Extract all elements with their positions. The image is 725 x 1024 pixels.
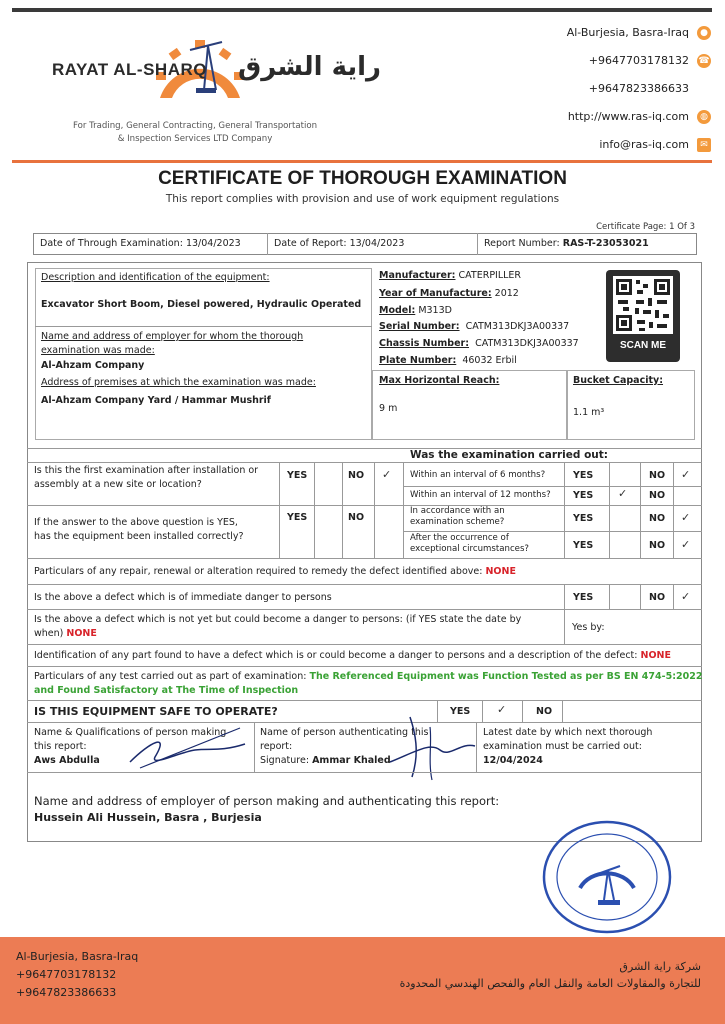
certificate-page: Certificate Page: 1 Of 3 (596, 222, 695, 232)
email-text[interactable]: info@ras-iq.com (599, 138, 689, 151)
company-tagline (30, 120, 360, 146)
yes-by-label: Yes by: (572, 622, 605, 633)
future-danger-label: Is the above a defect which is not yet but could become a danger to persons: (if YES state the date by (34, 614, 522, 625)
employer-label-1: Name and address of employer for whom the thorough (41, 331, 304, 342)
future-danger-question (34, 613, 521, 641)
test-label: Particulars of any test carried out as part of examination: (34, 671, 307, 682)
installed-no[interactable]: NO (348, 512, 365, 523)
contact-phone-2 (589, 82, 689, 95)
globe-icon: ◍ (697, 110, 711, 124)
envelope-icon: ✉ (697, 138, 711, 152)
tagline-line-2: & Inspection Services LTD Company (117, 134, 273, 144)
auth-label-2: report: (260, 741, 293, 752)
interval-12-no[interactable]: NO (649, 490, 666, 501)
year-value: 2012 (494, 288, 519, 299)
certificate-title: CERTIFICATE OF THOROUGH EXAMINATION (158, 168, 567, 189)
contact-address (567, 26, 711, 40)
future-danger-when: when) (34, 628, 64, 639)
footer-ar-line-2: للتجارة والمقاولات العامة والنقل العام والفحص الهندسي المحدودة (399, 977, 701, 990)
maker-signature-icon (110, 722, 250, 772)
next-value: 12/04/2024 (483, 755, 543, 766)
identification-value: NONE (640, 650, 671, 661)
company-logo-en: RAYAT AL-SHARQ (52, 60, 207, 79)
phone-1-text: +9647703178132 (588, 54, 689, 67)
auth-value: Ammar Khaled (312, 755, 391, 766)
interval-12-yes-check-icon: ✓ (618, 487, 628, 500)
reach-label: Max Horizontal Reach: (379, 375, 500, 386)
scheme-no-check-icon: ✓ (681, 511, 691, 524)
auth-sig-label: Signature: (260, 755, 310, 766)
serial-label: Serial Number: (379, 321, 460, 332)
auth-label-1: Name of person authenticating this (260, 727, 429, 738)
identification-row (34, 650, 671, 661)
future-danger-value: NONE (66, 628, 97, 639)
scheme-no[interactable]: NO (649, 513, 666, 524)
premises-value: Al-Ahzam Company Yard / Hammar Mushrif (41, 395, 271, 406)
report-number (484, 238, 649, 249)
safe-yes-check-icon: ✓ (497, 703, 507, 716)
scheme-line-2: examination scheme? (410, 517, 505, 527)
contact-email[interactable] (599, 138, 711, 152)
website-text[interactable]: http://www.ras-iq.com (567, 110, 689, 123)
qr-code-icon (613, 276, 673, 334)
contact-website[interactable] (568, 110, 711, 124)
repair-value: NONE (485, 566, 516, 577)
exam-date-label: Date of Through Examination: (40, 238, 183, 249)
year (379, 288, 519, 299)
plate-value: 46032 Erbil (462, 355, 517, 366)
footer-ar-line-1: شركة راية الشرق (619, 960, 701, 973)
safe-yes[interactable]: YES (450, 706, 471, 717)
report-number-value: RAS-T-23053021 (562, 238, 649, 249)
qr-code[interactable] (606, 270, 680, 362)
first-exam-yes[interactable]: YES (287, 470, 308, 481)
exam-date-value: 13/04/2023 (185, 238, 241, 249)
employer-value: Al-Ahzam Company (41, 360, 145, 371)
equipment-desc-label: Description and identification of the equipment: (41, 272, 270, 283)
model-label: Model: (379, 305, 416, 316)
bucket-label: Bucket Capacity: (573, 375, 664, 386)
report-employer-value: Hussein Ali Hussein, Basra , Burjesia (34, 811, 262, 824)
report-date (274, 238, 404, 249)
scheme-question (410, 506, 505, 528)
maker-label-2: this report: (34, 741, 87, 752)
bucket-value: 1.1 m³ (573, 407, 605, 418)
interval-12-question: Within an interval of 12 months? (410, 490, 551, 500)
certificate-subtitle: This report complies with provision and use of work equipment regulations (165, 193, 560, 205)
repair-label: Particulars of any repair, renewal or alteration required to remedy the defect identified above: (34, 566, 483, 577)
exceptional-no[interactable]: NO (649, 540, 666, 551)
address-text: Al-Burjesia, Basra-Iraq (566, 26, 689, 39)
safe-no[interactable]: NO (536, 706, 553, 717)
first-exam-question (34, 464, 258, 492)
maker-value: Aws Abdulla (34, 755, 100, 766)
test-row (34, 670, 702, 698)
phone-icon: ☎ (698, 56, 710, 66)
scheme-line-1: In accordance with an (410, 506, 505, 516)
manufacturer-label: Manufacturer: (379, 270, 456, 281)
maker-label-1: Name & Qualifications of person making (34, 727, 227, 738)
phone-2-text: +9647823386633 (588, 82, 689, 95)
serial (379, 321, 569, 332)
exceptional-yes[interactable]: YES (573, 540, 594, 551)
company-logo-ar: راية الشرق (238, 52, 382, 82)
footer-address: Al-Burjesia, Basra-Iraq (16, 950, 139, 963)
company-stamp (540, 818, 675, 936)
top-rule (12, 8, 712, 12)
location-pin-icon: ● (697, 26, 711, 40)
reach-value: 9 m (379, 403, 398, 414)
footer-contact (16, 948, 138, 1002)
interval-12-yes[interactable]: YES (573, 490, 594, 501)
contact-phone-1 (589, 54, 711, 68)
premises-label: Address of premises at which the examination was made: (41, 377, 316, 388)
exceptional-line-2: exceptional circumstances? (410, 544, 529, 554)
report-date-label: Date of Report: (274, 238, 347, 249)
report-employer-label: Name and address of employer of person making and authenticating this report: (34, 794, 500, 808)
footer-company-ar (400, 958, 701, 992)
manufacturer (379, 270, 521, 281)
header-divider (12, 160, 712, 163)
exam-date (40, 238, 241, 249)
plate-label: Plate Number: (379, 355, 457, 366)
installed-yes[interactable]: YES (287, 512, 308, 523)
interval-6-yes[interactable]: YES (573, 470, 594, 481)
model-value: M313D (418, 305, 452, 316)
employer-label-2: examination was made: (41, 345, 155, 356)
repair-row (34, 566, 516, 577)
qr-pattern (613, 276, 673, 334)
installed-line-2: has the equipment been installed correctly? (34, 531, 244, 542)
serial-value: CATM313DKJ3A00337 (465, 321, 570, 332)
installed-line-1: If the answer to the above question is YES, (34, 517, 238, 528)
first-exam-no-check-icon: ✓ (382, 468, 392, 481)
next-label-2: examination must be carried out: (483, 741, 642, 752)
plate (379, 355, 517, 366)
chassis-label: Chassis Number: (379, 338, 470, 349)
carried-out-header: Was the examination carried out: (410, 449, 608, 461)
interval-6-no[interactable]: NO (649, 470, 666, 481)
test-value-1: The Referenced Equipment was Function Tested as per BS EN 474-5:2022 (309, 671, 703, 682)
immediate-danger-yes[interactable]: YES (573, 592, 594, 603)
manufacturer-value: CATERPILLER (458, 270, 522, 281)
equipment-desc-value: Excavator Short Boom, Diesel powered, Hydraulic Operated (41, 299, 362, 310)
year-label: Year of Manufacture: (379, 288, 492, 299)
scheme-yes[interactable]: YES (573, 513, 594, 524)
identification-label: Identification of any part found to have a defect which is or could become a danger to persons and a description of the defect: (34, 650, 638, 661)
footer-phone-1: +9647703178132 (16, 968, 117, 981)
chassis (379, 338, 579, 349)
model (379, 305, 452, 316)
immediate-danger-no-check-icon: ✓ (681, 590, 691, 603)
exceptional-line-1: After the occurrence of (410, 533, 509, 543)
exceptional-question (410, 533, 529, 555)
interval-6-no-check-icon: ✓ (681, 468, 691, 481)
test-value-2: and Found Satisfactory at The Time of Inspection (34, 685, 299, 696)
installed-question (34, 516, 244, 544)
tagline-line-1: For Trading, General Contracting, General Transportation (72, 121, 318, 131)
first-exam-no[interactable]: NO (348, 470, 365, 481)
first-exam-line-2: assembly at a new site or location? (34, 479, 202, 490)
safe-to-operate-question: IS THIS EQUIPMENT SAFE TO OPERATE? (34, 705, 278, 718)
immediate-danger-question: Is the above a defect which is of immediate danger to persons (34, 592, 332, 603)
report-date-value: 13/04/2023 (349, 238, 405, 249)
interval-6-question: Within an interval of 6 months? (410, 470, 546, 480)
footer-phone-2: +9647823386633 (16, 986, 117, 999)
scan-me-label: SCAN ME (619, 340, 667, 351)
next-label-1: Latest date by which next thorough (483, 727, 653, 738)
immediate-danger-no[interactable]: NO (649, 592, 666, 603)
next-examination (483, 726, 652, 768)
report-number-label: Report Number: (484, 238, 560, 249)
exceptional-no-check-icon: ✓ (681, 538, 691, 551)
chassis-value: CATM313DKJ3A00337 (475, 338, 579, 349)
first-exam-line-1: Is this the first examination after installation or (34, 465, 259, 476)
